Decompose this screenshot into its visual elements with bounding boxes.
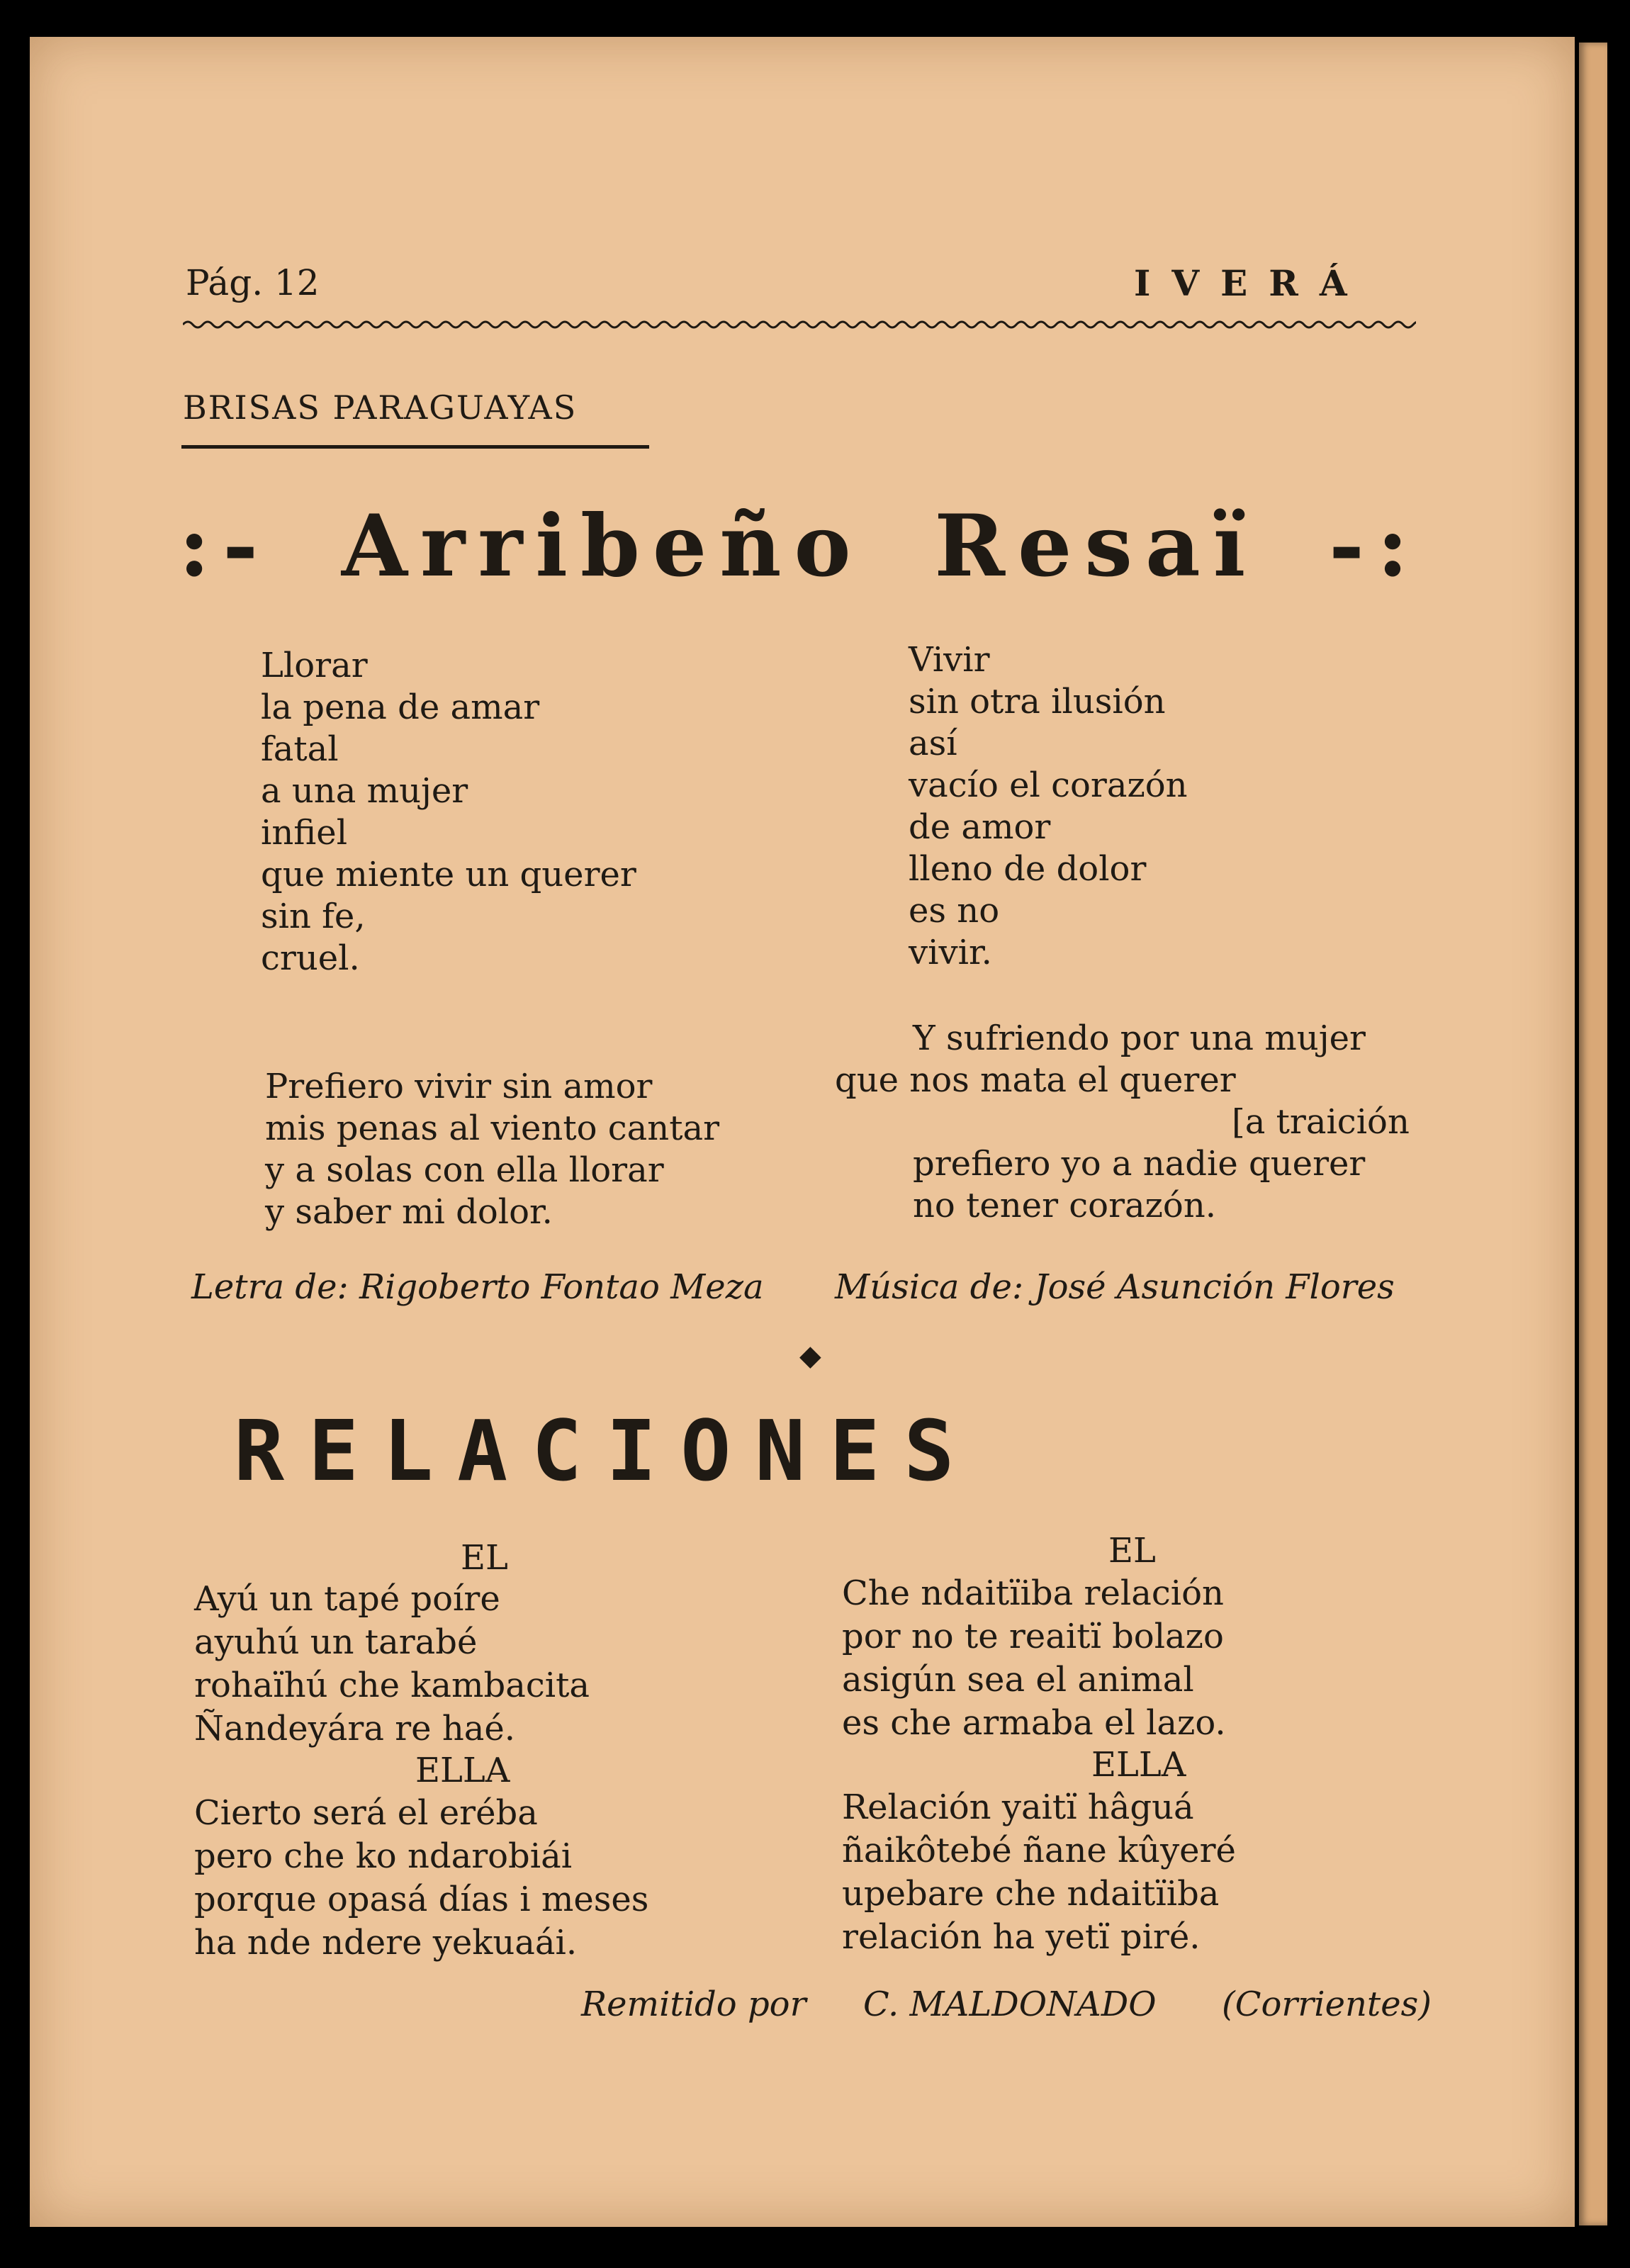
magazine-name: IVERÁ xyxy=(1134,262,1368,304)
poem-line: de amor xyxy=(909,807,1051,847)
next-page-edge xyxy=(1579,43,1607,2225)
poem-line: lleno de dolor xyxy=(909,849,1147,889)
poem-line: relación ha yetï piré. xyxy=(842,1917,1201,1957)
poem-line: sin fe, xyxy=(261,897,366,936)
lyrics-credit: Letra de: Rigoberto Fontao Meza xyxy=(191,1267,764,1307)
left-stanza-2 xyxy=(265,1066,719,1233)
speaker-ella-left: ELLA xyxy=(415,1751,510,1790)
music-credit: Música de: José Asunción Flores xyxy=(835,1267,1395,1307)
poem-line: Ñandeyára re haé. xyxy=(194,1709,516,1748)
poem-line: es che armaba el lazo. xyxy=(842,1703,1226,1743)
remitido-name: C. MALDONADO xyxy=(863,1984,1157,2024)
poem-line: upebare che ndaitïiba xyxy=(842,1874,1220,1914)
poem-line: Prefiero vivir sin amor xyxy=(265,1067,653,1106)
poem-line: y a solas con ella llorar xyxy=(265,1150,664,1190)
poem-line: fatal xyxy=(261,729,339,769)
poem-line: vivir. xyxy=(909,933,992,972)
speaker-el-right: EL xyxy=(1108,1531,1156,1571)
poem-line: la pena de amar xyxy=(261,687,540,727)
poem-line: mis penas al viento cantar xyxy=(265,1108,720,1148)
verse-el-right xyxy=(842,1572,1226,1745)
left-stanza-1 xyxy=(261,645,636,979)
poem-line: [a traición xyxy=(1232,1102,1410,1142)
poem-line: por no te reaitï bolazo xyxy=(842,1617,1224,1656)
song-title: :- Arribeño Resaï -: xyxy=(179,496,1422,596)
relaciones-title: RELACIONES xyxy=(234,1402,979,1500)
poem-line: ha nde ndere yekuaái. xyxy=(194,1923,578,1963)
poem-line: pero che ko ndarobiái xyxy=(194,1836,573,1876)
remitido-prefix: Remitido por xyxy=(581,1984,806,2024)
speaker-ella-right: ELLA xyxy=(1091,1745,1186,1785)
page-number: Pág. 12 xyxy=(186,262,320,303)
header-wavy-rule xyxy=(183,318,1416,332)
section-underline xyxy=(181,445,649,449)
poem-line: vacío el corazón xyxy=(909,765,1188,805)
poem-line: ayuhú un tarabé xyxy=(194,1622,478,1662)
poem-line: Vivir xyxy=(909,640,990,680)
poem-line: rohaïhú che kambacita xyxy=(194,1666,590,1705)
poem-line: que nos mata el querer xyxy=(835,1060,1236,1100)
poem-line: Y sufriendo por una mujer xyxy=(913,1018,1366,1058)
poem-line: no tener corazón. xyxy=(913,1186,1216,1225)
right-stanza-2 xyxy=(835,1018,1410,1227)
poem-line: y saber mi dolor. xyxy=(265,1192,553,1232)
poem-line: sin otra ilusión xyxy=(909,682,1166,722)
verse-el-left xyxy=(194,1578,590,1751)
poem-line: prefiero yo a nadie querer xyxy=(913,1144,1366,1184)
poem-line: cruel. xyxy=(261,938,360,978)
poem-line: Che ndaitïiba relación xyxy=(842,1573,1224,1613)
speaker-el-left: EL xyxy=(461,1538,508,1578)
poem-line: así xyxy=(909,724,957,763)
poem-line: infiel xyxy=(261,813,348,853)
poem-line: a una mujer xyxy=(261,771,468,811)
poem-line: porque opasá días i meses xyxy=(194,1880,649,1919)
right-stanza-1 xyxy=(909,639,1188,974)
section-label: BRISAS PARAGUAYAS xyxy=(183,388,578,427)
poem-line: Relación yaitï hâguá xyxy=(842,1787,1194,1827)
remitido-place: (Corrientes) xyxy=(1222,1984,1432,2024)
poem-line: que miente un querer xyxy=(261,855,636,894)
separator-ornament: ◆ xyxy=(799,1340,821,1372)
poem-line: asigún sea el animal xyxy=(842,1660,1194,1700)
poem-line: Ayú un tapé poíre xyxy=(194,1579,500,1619)
poem-line: Cierto será el eréba xyxy=(194,1793,538,1833)
poem-line: Llorar xyxy=(261,646,368,685)
poem-line: es no xyxy=(909,891,1000,931)
poem-line: ñaikôtebé ñane kûyeré xyxy=(842,1831,1236,1870)
verse-ella-left xyxy=(194,1792,648,1965)
verse-ella-right xyxy=(842,1786,1236,1959)
